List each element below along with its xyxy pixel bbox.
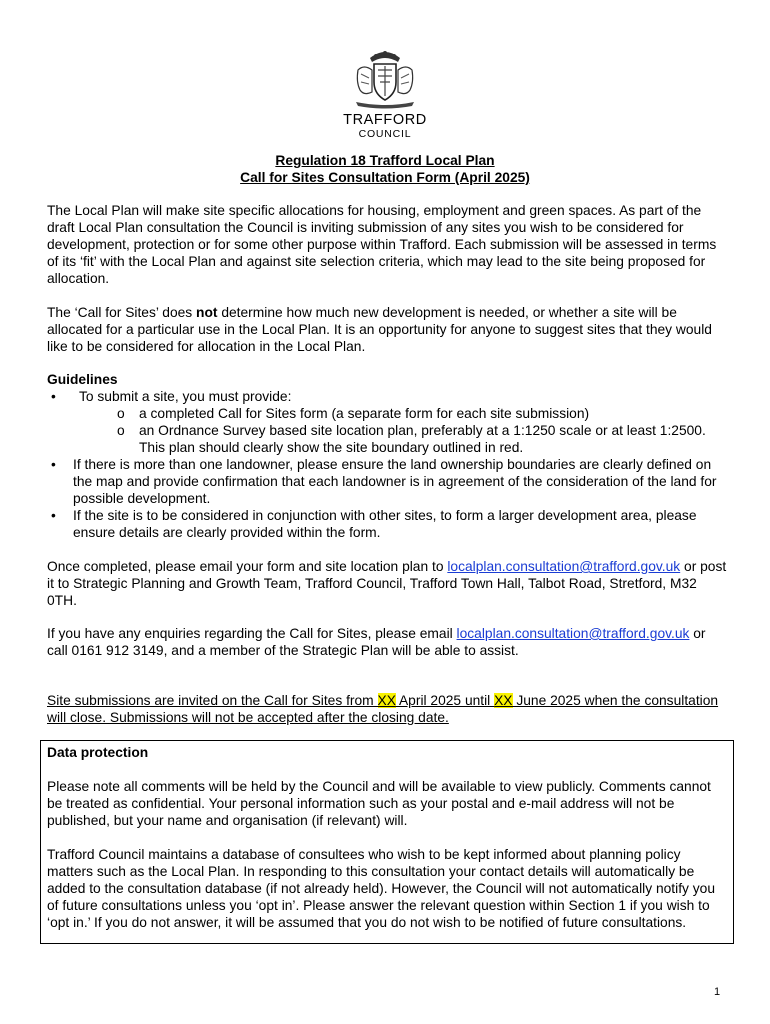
submission-text-end: or post it to Strategic Planning and Growth Team, Trafford Council, Trafford Town Hall, Talbot Road, Stretford, M32 0TH. xyxy=(47,559,727,608)
end-date-placeholder: XX xyxy=(494,693,513,708)
trafford-crest-icon xyxy=(350,48,420,110)
para2-text-start: The ‘Call for Sites’ does xyxy=(47,305,197,320)
data-protection-paragraph-2: Trafford Council maintains a database of consultees who wish to be kept informed about planning policy matters such as the Local Plan. In responding to this consultation your contact details will automatically be added to the consultation database (if not already held). However, the Council will not automatically notify you of future consultations unless you ‘opt in’. Please answer the relevant question within Section 1 if you wish to ‘opt in.’ If you do not answer, it will be assumed that you do not wish to be notified of future consultations. xyxy=(47,847,716,930)
guideline-bullet-3-text: If the site is to be considered in conjunction with other sites, to form a larger development area, please ensure details are clearly provided within the form. xyxy=(73,508,697,540)
council-logo xyxy=(340,48,430,144)
sub-bullet-icon: o xyxy=(117,406,125,421)
guideline-bullet-2-text: If there is more than one landowner, please ensure the land ownership boundaries are clearly defined on the map and provide confirmation that each landowner is in agreement of the consideration of the land for possible development. xyxy=(73,457,717,506)
deadline-text-3: June 2025 when the consultation will close. Submissions will not be accepted after the closing date. xyxy=(47,693,719,725)
deadline-text-2: April 2025 until xyxy=(395,693,495,708)
submission-text-start: Once completed, please email your form and site location plan to xyxy=(47,559,448,574)
deadline-notice xyxy=(47,692,727,726)
deadline-text-1: Site submissions are invited on the Call for Sites from xyxy=(47,693,378,708)
bullet-icon: • xyxy=(51,457,56,472)
guidelines-heading: Guidelines xyxy=(47,372,118,387)
bullet-icon: • xyxy=(51,389,56,404)
data-protection-paragraph-1: Please note all comments will be held by the Council and will be available to view publicly. Comments cannot be treated as confidential. Your personal information such as your postal and e-mail address will not be published, but your name and organisation (if relevant) will. xyxy=(47,779,711,828)
call-for-sites-paragraph xyxy=(47,304,727,355)
guideline-sub-1 xyxy=(47,405,727,422)
enquiries-text-start: If you have any enquiries regarding the Call for Sites, please email xyxy=(47,626,457,641)
guideline-bullet-2 xyxy=(47,456,727,507)
email-link[interactable]: localplan.consultation@trafford.gov.uk xyxy=(447,559,681,574)
guideline-bullet-3 xyxy=(47,507,727,541)
start-date-placeholder: XX xyxy=(377,693,396,708)
form-titles xyxy=(0,152,770,186)
data-protection-heading: Data protection xyxy=(47,745,149,760)
sub-bullet-icon: o xyxy=(117,423,125,438)
guideline-bullet-1 xyxy=(47,388,727,405)
page-number: 1 xyxy=(714,986,721,998)
intro-paragraph: The Local Plan will make site specific allocations for housing, employment and green spaces. As part of the draft Local Plan consultation the Council is inviting submission of any sites you wish to be considered for development, protection or for some other purpose within Trafford. Each submission will be assessed in terms of its ‘fit’ with the Local Plan and against site selection criteria, which may lead to the site being proposed for allocation. xyxy=(47,203,717,286)
council-subname: COUNCIL xyxy=(358,128,412,140)
guideline-sub-2 xyxy=(47,422,727,456)
title-regulation: Regulation 18 Trafford Local Plan xyxy=(275,153,495,168)
guideline-bullet-1-text: To submit a site, you must provide: xyxy=(79,389,292,404)
enquiries-paragraph xyxy=(47,625,727,659)
guideline-sub-1-text: a completed Call for Sites form (a separate form for each site submission) xyxy=(139,406,590,421)
council-name: TRAFFORD xyxy=(343,112,427,128)
title-form: Call for Sites Consultation Form (April 2025) xyxy=(240,170,530,185)
para2-bold-not: not xyxy=(196,305,218,320)
data-protection-box xyxy=(40,740,734,944)
submission-paragraph xyxy=(47,558,727,609)
guideline-sub-2-text: an Ordnance Survey based site location plan, preferably at a 1:1250 scale or at least 1:2500. This plan should clearly show the site boundary outlined in red. xyxy=(139,423,706,455)
enquiries-email-link[interactable]: localplan.consultation@trafford.gov.uk xyxy=(456,626,690,641)
bullet-icon: • xyxy=(51,508,56,523)
para2-text-end: determine how much new development is needed, or whether a site will be allocated for a particular use in the Local Plan. It is an opportunity for anyone to suggest sites that they would like to be considered for allocation in the Local Plan. xyxy=(47,305,712,354)
enquiries-text-end: or call 0161 912 3149, and a member of the Strategic Plan will be able to assist. xyxy=(47,626,706,658)
guidelines-section xyxy=(47,371,727,541)
